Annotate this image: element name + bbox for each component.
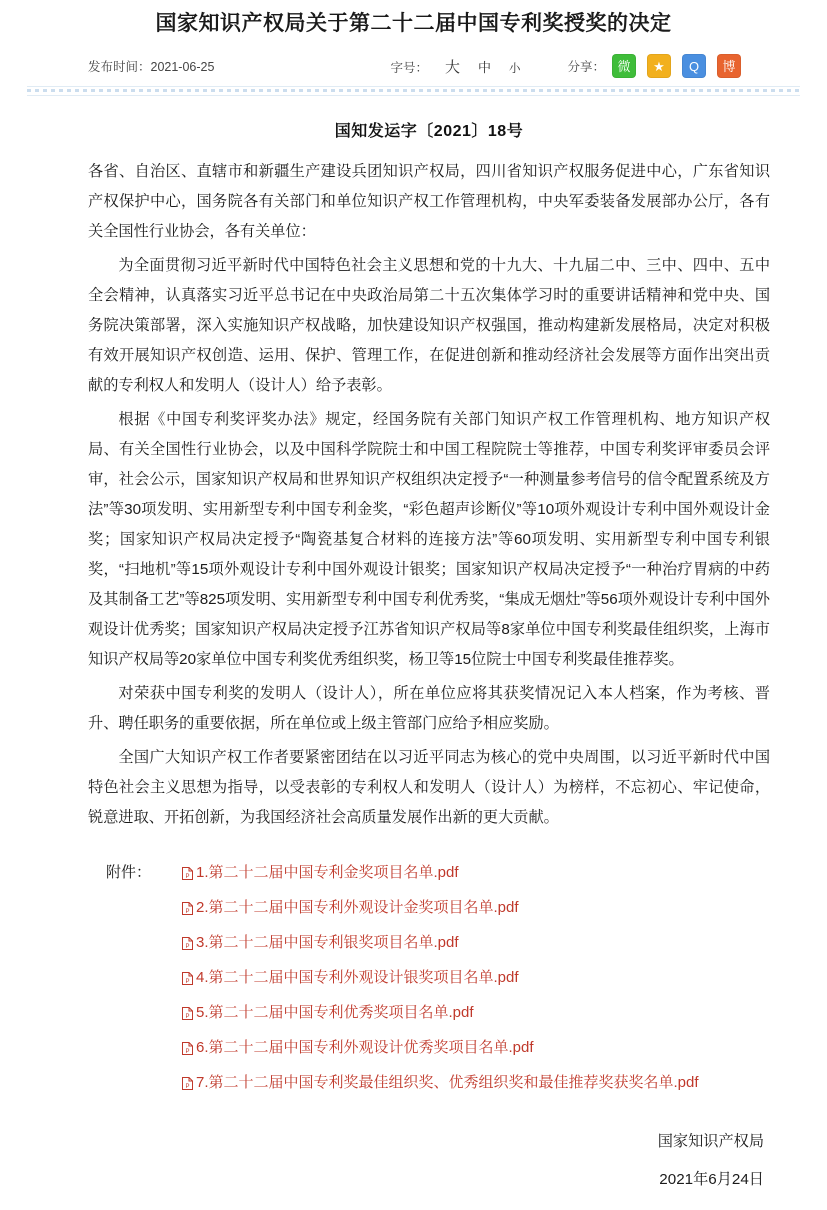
- pdf-icon: [182, 963, 193, 985]
- list-item: [106, 960, 770, 995]
- wechat-share-icon[interactable]: 微: [612, 54, 636, 78]
- attachment-link-7[interactable]: 7.第二十二届中国专利奖最佳组织奖、优秀组织奖和最佳推荐奖获奖名单.pdf: [196, 1074, 699, 1091]
- header-divider: [27, 86, 800, 96]
- paragraph-4: 全国广大知识产权工作者要紧密团结在以习近平同志为核心的党中央周围，以习近平新时代中国特色社会主义思想为指导，以受表彰的专利权人和发明人（设计人）为榜样，不忘初心、牢记使命，锐意进取、开拓创新，为我国经济社会高质量发展作出新的更大贡献。: [88, 749, 770, 826]
- svg-text:P: P: [185, 909, 190, 915]
- share-label: 分享：: [567, 60, 605, 74]
- attachment-link-1[interactable]: 1.第二十二届中国专利金奖项目名单.pdf: [196, 864, 459, 881]
- pdf-icon: [182, 893, 193, 915]
- svg-text:P: P: [185, 1014, 190, 1020]
- list-item: [106, 890, 770, 925]
- pdf-icon: [182, 1068, 193, 1090]
- pdf-icon: [182, 928, 193, 950]
- font-size-label: 字号：: [390, 60, 428, 75]
- svg-text:P: P: [185, 944, 190, 950]
- font-size-small[interactable]: 小: [508, 62, 521, 75]
- paragraph-3: 对荣获中国专利奖的发明人（设计人），所在单位应将其获奖情况记入本人档案，作为考核、晋升、聘任职务的重要依据，所在单位或上级主管部门应给予相应奖励。: [88, 685, 770, 732]
- document-number: 国知发运字〔2021〕18号: [334, 123, 524, 140]
- qq-share-icon[interactable]: Q: [682, 54, 706, 78]
- favorite-share-icon[interactable]: ★: [647, 54, 671, 78]
- svg-text:P: P: [185, 1049, 190, 1055]
- font-size-controls: [390, 56, 529, 77]
- font-size-medium[interactable]: 中: [477, 59, 491, 75]
- signature-date: 2021年6月24日: [659, 1171, 764, 1188]
- svg-text:P: P: [185, 1084, 190, 1090]
- paragraph-2: 根据《中国专利奖评奖办法》规定，经国务院有关部门知识产权工作管理机构、地方知识产权局、有关全国性行业协会，以及中国科学院院士和中国工程院院士等推荐，中国专利奖评审委员会评审，社会公示，国家知识产权局和世界知识产权组织决定授予“一种测量参考信号的信令配置系统及方法”等30项发明、实用新型专利中国专利金奖，“彩色超声诊断仪”等10项外观设计专利中国外观设计金奖；国家知识产权局决定授予“陶瓷基复合材料的连接方法”等60项发明、实用新型专利中国专利银奖，“扫地机”等15项外观设计专利中国外观设计银奖；国家知识产权局决定授予“一种治疗胃病的中药及其制备工艺”等825项发明、实用新型专利中国专利优秀奖，“集成无烟灶”等56项外观设计专利中国外观设计优秀奖；国家知识产权局决定授予江苏省知识产权局等8家单位中国专利奖最佳组织奖，上海市知识产权局等20家单位中国专利奖优秀组织奖，杨卫等15位院士中国专利奖最佳推荐奖。: [88, 411, 770, 668]
- attachment-link-5[interactable]: 5.第二十二届中国专利优秀奖项目名单.pdf: [196, 1004, 474, 1021]
- attachment-list: [88, 855, 770, 1100]
- pdf-icon: [182, 1033, 193, 1055]
- attachment-link-6[interactable]: 6.第二十二届中国专利外观设计优秀奖项目名单.pdf: [196, 1039, 534, 1056]
- list-item: [106, 995, 770, 1030]
- document-body: [0, 118, 827, 1196]
- attachment-link-4[interactable]: 4.第二十二届中国专利外观设计银奖项目名单.pdf: [196, 969, 519, 986]
- attachment-link-2[interactable]: 2.第二十二届中国专利外观设计金奖项目名单.pdf: [196, 899, 519, 916]
- list-item: [106, 1030, 770, 1065]
- pdf-icon: [182, 998, 193, 1020]
- attachments-label: 附件：: [106, 864, 152, 881]
- list-item: [106, 925, 770, 960]
- share-controls: [567, 54, 741, 78]
- article-meta-bar: [0, 49, 827, 83]
- pdf-icon: [182, 858, 193, 880]
- paragraph-recipients: 各省、自治区、直辖市和新疆生产建设兵团知识产权局，四川省知识产权服务促进中心，广东省知识产权保护中心，国务院各有关部门和单位知识产权工作管理机构，中央军委装备发展部办公厅，各有关全国性行业协会，各有关单位：: [88, 163, 770, 240]
- list-item: [106, 855, 770, 890]
- share-icon-list: [612, 54, 741, 78]
- weibo-share-icon[interactable]: 博: [717, 54, 741, 78]
- signature-organization: 国家知识产权局: [657, 1133, 764, 1150]
- page-title: 国家知识产权局关于第二十二届中国专利奖授奖的决定: [155, 12, 672, 35]
- paragraph-1: 为全面贯彻习近平新时代中国特色社会主义思想和党的十九大、十九届二中、三中、四中、五中全会精神，认真落实习近平总书记在中央政治局第二十五次集体学习时的重要讲话精神和党中央、国务院决策部署，深入实施知识产权战略，加快建设知识产权强国，推动构建新发展格局，决定对积极有效开展知识产权创造、运用、保护、管理工作，在促进创新和推动经济社会发展等方面作出突出贡献的专利权人和发明人（设计人）给予表彰。: [88, 257, 770, 394]
- font-size-large[interactable]: 大: [444, 58, 460, 76]
- svg-text:P: P: [185, 874, 190, 880]
- list-item: [106, 1065, 770, 1100]
- attachment-link-3[interactable]: 3.第二十二届中国专利银奖项目名单.pdf: [196, 934, 459, 951]
- svg-text:P: P: [185, 979, 190, 985]
- publish-time: 发布时间：2021-06-25: [88, 60, 215, 74]
